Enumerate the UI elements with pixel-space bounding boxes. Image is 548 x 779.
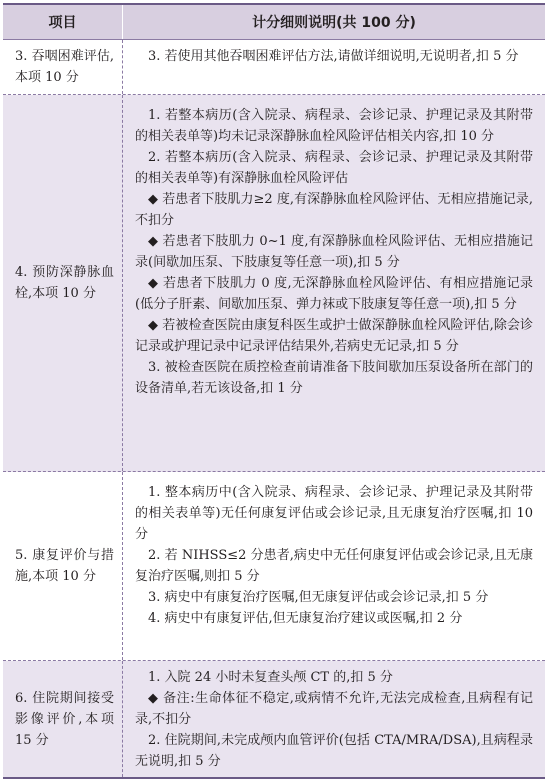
row-item: 4. 预防深静脉血栓,本项 10 分 [3, 95, 123, 471]
row-item: 5. 康复评价与措施,本项 10 分 [3, 472, 123, 660]
rule-line: 4. 病史中有康复评估,但无康复治疗建议或医嘱,扣 2 分 [148, 611, 463, 626]
rule-line: 1. 整本病历中(含入院录、病程录、会诊记录、护理记录及其附带的相关表单等)无任何康复评估或会诊记录,且无康复治疗医嘱,扣 10 分 [135, 485, 533, 542]
rule-line: 3. 若使用其他吞咽困难评估方法,请做详细说明,无说明者,扣 5 分 [148, 49, 519, 64]
table-row [3, 40, 545, 95]
table-header [3, 5, 545, 40]
rule-bullet: ◆ 若患者下肢肌力≥2 度,有深静脉血栓风险评估、无相应措施记录,不扣分 [135, 192, 533, 228]
header-item: 项目 [3, 5, 123, 39]
row-rules [123, 661, 545, 777]
row-rules [123, 472, 545, 660]
table-row [3, 472, 545, 661]
row-rules [123, 95, 545, 471]
header-scoring-rules: 计分细则说明(共 100 分) [252, 15, 416, 31]
rule-line: 2. 住院期间,未完成颅内血管评价(包括 CTA/MRA/DSA),且病程录无说明,扣 5 分 [135, 733, 533, 769]
rule-line: 3. 被检查医院在质控检查前请准备下肢间歇加压泵设备所在部门的设备清单,若无该设备,扣 1 分 [135, 360, 533, 396]
row-item: 6. 住院期间接受影像评价,本项 15 分 [3, 661, 123, 777]
scoring-table [3, 3, 545, 779]
rule-line: 2. 若整本病历(含入院录、病程录、会诊记录、护理记录及其附带的相关表单等)有深静脉血栓风险评估 [135, 150, 533, 186]
table-row [3, 661, 545, 779]
row-item: 3. 吞咽困难评估,本项 10 分 [3, 40, 123, 94]
rule-bullet: ◆ 备注:生命体征不稳定,或病情不允许,无法完成检查,且病程有记录,不扣分 [135, 691, 533, 727]
table-row [3, 95, 545, 472]
row-rules [123, 40, 545, 94]
rule-bullet: ◆ 若患者下肢肌力 0~1 度,有深静脉血栓风险评估、无相应措施记录(间歇加压泵、下肢康复等任意一项),扣 5 分 [135, 234, 533, 270]
rule-bullet: ◆ 若被检查医院由康复科医生或护士做深静脉血栓风险评估,除会诊记录或护理记录中记录评估结果外,若病史无记录,扣 5 分 [135, 318, 533, 354]
rule-line: 1. 若整本病历(含入院录、病程录、会诊记录、护理记录及其附带的相关表单等)均未记录深静脉血栓风险评估相关内容,扣 10 分 [135, 108, 533, 144]
rule-line: 1. 入院 24 小时未复查头颅 CT 的,扣 5 分 [148, 670, 393, 685]
rule-bullet: ◆ 若患者下肢肌力 0 度,无深静脉血栓风险评估、有相应措施记录(低分子肝素、间歇加压泵、弹力袜或下肢康复等任意一项),扣 5 分 [135, 276, 533, 312]
rule-line: 3. 病史中有康复治疗医嘱,但无康复评估或会诊记录,扣 5 分 [148, 590, 489, 605]
rule-line: 2. 若 NIHSS≤2 分患者,病史中无任何康复评估或会诊记录,且无康复治疗医嘱,则扣 5 分 [135, 548, 533, 584]
